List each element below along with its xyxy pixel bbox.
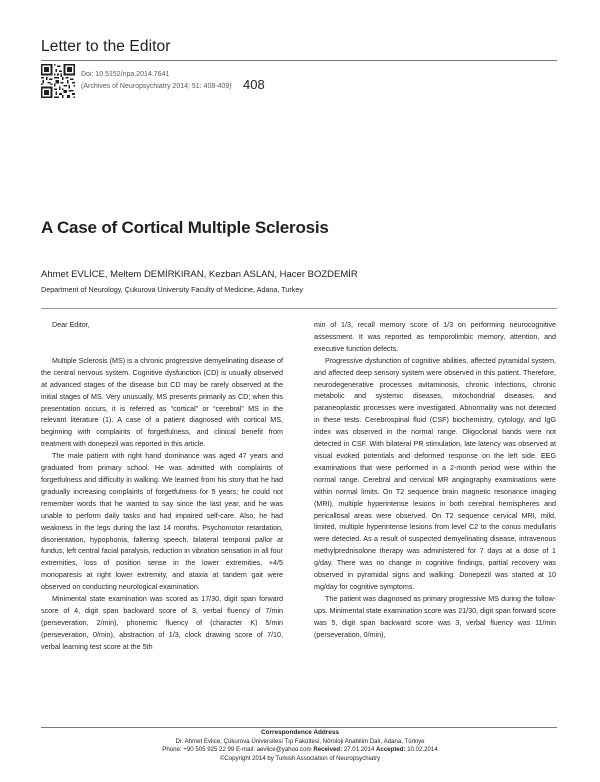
section-label: Letter to the Editor [41,38,171,55]
body-paragraph: Progressive dysfunction of cognitive abilities, affected pyramidal system, and affected deep sensory system were observed in this patient. Therefore, neurodegenerative processes avitaminosis, chronic infections, chronic metabolic and systemic diseases, mitochondrial diseases, and paraneoplastic processes were investigated. Abnormality was not detected in these tests. Cerebrospinal fluid (CSF) biochemistry, cytology, and IgG index was observed in the normal range. Oligoclonal bands were not detected in CSF. With bilateral PR stimulation, late latency was observed at visual evoked potentials and deformed response on the left side. EEG examinations that were performed in a 2-month period were within the normal range. Cerebral and cervical MR angiography examinations were within normal limits. On T2 sequence brain magnetic resonance imaging (MRI), multiple hyperintense lesions in both cerebral hemispheres and pericallosal areas were observed. On T2 sequence cervical MRI, mild, limited, multiple hyperintense lesions from level C2 to the conus medullaris were detected. As a result of suspected demyelinating disease, intravenous methylprednisolone therapy was administered for 7 days at a dose of 1 g/day. There was no change in cognitive findings, partial recovery was observed in pyramidal signs and walking. Donepezil was started at 10 mg/day for cognitive symptoms. [314,356,556,591]
qr-code-icon [41,64,75,98]
accepted-label: Accepted: [376,746,406,753]
body-paragraph: The male patient with right hand dominance was aged 47 years and graduated from primary school. He was admitted with complaints of forgetfulness and difficulty in walking. We learned from his story that he had gradually increasing complaints of forgetfulness for 5 years; he could not remember words that he wanted to say since the last year, and he was unable to perform daily tasks and had impaired self-care. Also, he had weakness in the legs during the last 14 months. Psychomotor retardation, disorientation, hypophonia, faltering speech, bilateral temporal pallor at fundus, left central facial paralysis, reduction in vibration sensation in all four extremities, loss of position sense in the lower extremities, +4/5 monoparesis at right lower extremity, and ataxia at tandem gait were observed on conducting neurological examination. [41,452,283,592]
copyright-notice: ©Copyright 2014 by Turkish Association of Neuropsychiatry [219,755,381,762]
correspondence-address: Dr. Ahmet Evlice, Çukurova Üniversitesi Tıp Fakültesi, Nöroloji Anabilim Dalı, Adana, Türkiye [175,738,425,745]
body-paragraph: min of 1/3, recall memory score of 1/3 on performing neurocognitive assessment. It was reported as temporolimbic memory, attention, and executive function defects. [314,321,556,353]
body-paragraph: The patient was diagnosed as primary progressive MS during the follow-ups. Minimental state examination score was 21/30, digit span forward score was 5, digit span backward score was 3, verbal fluency was 11/min (perseveration, 0/min), [314,594,556,639]
salutation: Dear Editor, [52,321,90,329]
body-paragraph: Multiple Sclerosis (MS) is a chronic progressive demyelinating disease of the central nervous system. Cognitive dysfunction (CD) is usually observed at advanced stages of the disease but CD may be rarely observed at the initial stages of MS. Very unusually, MS presents primarily as CD; when this presentation occurs, it is referred as “cortical” or “cerebral” MS in the relevant literature (1). A case of a patient diagnosed with cortical MS, beginning with complaints of forgetfulness, and clinical benefit from treatment with donepezil was reported in this article. [41,356,283,449]
right-column [314,320,556,641]
received-label: Received: [313,746,343,753]
author-list: Ahmet EVLİCE, Meltem DEMİRKIRAN, Kezban ASLAN, Hacer BOZDEMİR [41,269,358,280]
footer-divider [41,727,557,728]
body-paragraph: Minimental state examination was scored as 17/30, digit span forward score of 4, digit span backward score of 3, verbal fluency of 7/min (perseveration, 2/min), phonemic fluency of (character K) 5/min (perseveration, 0/min), abstraction of 1/3, clock drawing score of 7/10, verbal learning test score at the 5th [41,595,283,651]
body-divider [41,308,557,309]
doi: Doi: 10.5152/npa.2014.7641 [81,71,170,78]
page-number: 408 [243,77,265,92]
phone-email: Phone: +90 505 925 22 99 E-mail: aevlice@yahoo.com [162,746,312,753]
left-column [41,320,283,654]
correspondence-label: Correspondence Address [261,729,339,736]
article-title: A Case of Cortical Multiple Sclerosis [41,218,329,237]
affiliation: Department of Neurology, Çukurova University Faculty of Medicine, Adana, Turkey [41,285,303,294]
correspondence-contact [0,746,600,754]
header-divider [41,60,557,61]
received-date: 27.01.2014 [343,746,375,753]
journal-citation: (Archives of Neuropsychiatry 2014; 51: 408-409) [81,83,232,90]
accepted-date: 10.02.2014 [407,746,438,753]
